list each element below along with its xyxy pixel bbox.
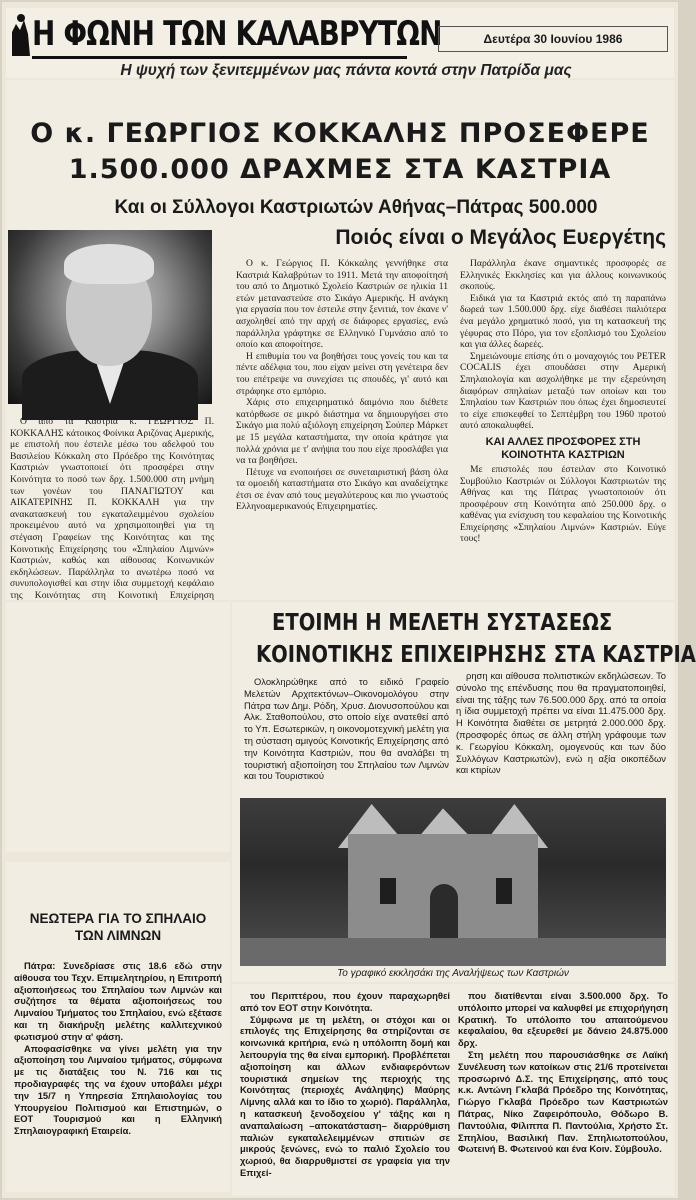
article-column-3 <box>460 258 666 545</box>
paragraph: Ο κ. Γεώργιος Π. Κόκκαλης γεννήθηκε στα Καστριά Καλαβρύτων το 1911. Μετά την αποφοίτησή του από το Δημοτικό Σχολείο Καστριών σε ηλικία 11 ετών μεταναστεύσε στο Σικάγο Αμερικής. Η ανάγκη για εργασία που τον έστειλε στην ξενιτιά, τον έκανε ν' ασχοληθεί από την αρχή σε διάφορες εργασίες, ενώ παράλληλα γράφτηκε σε Ελληνικό Γυμνάσιο από το οποίο και αποφοίτησε. <box>236 258 448 351</box>
article-kokkalis <box>6 80 674 600</box>
article-study-continued <box>232 984 674 1196</box>
article-headline-line1: Ο κ. ΓΕΩΡΓΙΟΣ ΚΟΚΚΑΛΗΣ ΠΡΟΣΕΦΕΡΕ <box>30 118 650 149</box>
masthead <box>6 8 674 78</box>
issue-date: Δευτέρα 30 Ιουνίου 1986 <box>438 26 668 52</box>
column-subheading: ΚΑΙ ΑΛΛΕΣ ΠΡΟΣΦΟΡΕΣ ΣΤΗ ΚΟΙΝΟΤΗΤΑ ΚΑΣΤΡΙΩΝ <box>485 435 641 461</box>
paragraph: Πάτρα: Συνεδρίασε στις 18.6 εδώ στην αίθουσα του Τεχν. Επιμελητηρίου, η Επιτροπή αξιοποιήσεως του Σπηλαίου των Λιμνών και συζήτησε τα θέματα αξιοποιήσεως του Λιμναίου Τμήματος του Σπηλαίου, ενώ εξέτασε και τη διακήρυξη μελέτης καλλιτεχνικού φωτισμού στην α' φάση. <box>14 960 222 1042</box>
article-column-2 <box>456 670 666 776</box>
paragraph: που διατίθενται είναι 3.500.000 δρχ. Το υπόλοιπο μπορεί να καλυφθεί με επιχορήγηση Κρατική. Το υπόλοιπο του απαιτούμενου κεφαλαίου, θα εξευρεθεί με δάνειο 24.875.000 δρχ. <box>458 990 668 1049</box>
newspaper-title: Η ΦΩΝΗ ΤΩΝ ΚΑΛΑΒΡΥΤΩΝ <box>32 14 442 54</box>
article-subhead: Και οι Σύλλογοι Καστριωτών Αθήνας–Πάτρας 500.000 <box>114 197 598 218</box>
paragraph: Ειδικά για τα Καστριά εκτός από τη παραπάνω δωρεά των 1.500.000 δρχ. είχε διαθέσει παλιότερα ένα μεγάλο χρηματικό ποσό, για τη κατασκευή της γέφυρας στο Πόρο, για τον εξοπλισμό του Σχολείου και για άλλες δωρεές. <box>460 292 666 351</box>
article-study <box>232 602 696 982</box>
paragraph: Αποφασίσθηκε να γίνει μελέτη για την αξιοποίηση του Λιμναίου τμήματος, σύμφωνα με τις διατάξεις του Ν. 716 και τις προδιαγραφές της να έχουν υποβάλει μέχρι την 15/7 η Υπηρεσία Σπηλαιολογίας του Υπουργείου Πολιτισμού και Επιστημών, ο ΕΟΤ Τουρισμού και η Ελληνική Σπηλαιογραφική Εταιρεία. <box>14 1042 222 1137</box>
article-headline-line1: ΕΤΟΙΜΗ Η ΜΕΛΕΤΗ ΣΥΣΤΑΣΕΩΣ <box>272 610 613 636</box>
article-body <box>14 960 222 1137</box>
church-photo <box>240 798 666 966</box>
paragraph: Παράλληλα έκανε σημαντικές προσφορές σε Ελληνικές Εκκλησίες και για άλλους κοινωνικούς σκοπούς. <box>460 258 666 293</box>
paragraph: Πέτυχε να ενοποιήσει σε συνεταιριστική βάση όλα τα ομοειδή καταστήματα στο Σικάγο και αναδείχτηκε έτσι σε έναν από τους μεγαλύτερους και πιο γνωστούς Ελληνοαμερικανούς Επιχειρηματίες. <box>236 466 448 513</box>
article-column-1 <box>240 990 450 1179</box>
newspaper-logo-icon <box>8 12 34 58</box>
article-column-2 <box>458 990 668 1155</box>
paragraph: Σημειώνουμε επίσης ότι ο μοναχογιός του PETER COCALIS έχει σπουδάσει στην Αμερική Σπηλαιολογία και ασχολήθηκε με την εξερεύνηση διαφόρων σπηλαίων μεταξύ των οποίων και του Σπηλαίου των Καστριών που όπως έχει δημοσιευτεί το είχε επισκεφθεί το Σεπτέμβρη του 1960 προτού αυτό αποκαλυφθεί. <box>460 350 666 432</box>
paragraph: του Περιπτέρου, που έχουν παραχωρηθεί από τον ΕΟΤ στην Κοινότητα. <box>240 990 450 1013</box>
paragraph: Στη μελέτη που παρουσιάσθηκε σε Λαϊκή Συνέλευση των κατοίκων στις 21/6 προτείνεται προσωρινό Δ.Σ. της Επιχείρησης, από τους κ.κ. Αντώνη Γκλαβά Πρόεδρο της Κοινότητας, Γιώργο Γκλαβά Πρόεδρο των Καστριωτών Πάτρας, Νίκο Ζαφειρόπουλο, Θόδωρο Β. Παντούλια, Φίλιππα Π. Παντούλια, Χρήστο Στ. Σπηλίου, Βασιλική Παν. Σπηλιωτοπούλου, Φωτεινή Β. Φωτεινού και ένα Κοιν. Σύμβουλο. <box>458 1048 668 1155</box>
newspaper-page <box>2 2 696 1198</box>
paragraph: Με επιστολές που έστειλαν στο Κοινοτικό Συμβούλιο Καστριών οι Σύλλογοι Καστριωτών της Αθήνας και της Πάτρας γνωστοποιούν ότι προσφέρουν στη Κοινότητα από 250.000 δρχ. ο καθένας για ενίσχυση του κεφαλαίου της Κοινοτικής Επιχείρησης «Σπηλαίου Λιμνών» Καστριών. Εύγε τους! <box>460 463 666 545</box>
article-column-1 <box>244 676 449 782</box>
slogan: Η ψυχή των ξενιτεμμένων μας πάντα κοντά στην Πατρίδα μας <box>120 62 572 79</box>
paragraph: Ολοκληρώθηκε από το ειδικό Γραφείο Μελετών Αρχιτεκτόνων–Οικονομολόγου στην Πάτρα των Δημ. Ρόδη, Χρυσ. Διονυσοπούλου και Αλκ. Σταθοπούλου, στο οποίο είχε ανατεθεί από το Υπ. Εσωτερικών, η οικονομοτεχνική μελέτη για τη σύσταση αμιγούς Κοινοτικής Επιχείρησης από την Κοινότητα Καστριών, που θα αναλάβει τη τουριστική αξιοποίηση του Σπηλαίου των Λιμνών και του Τουριστικού <box>244 676 449 782</box>
paragraph: Σύμφωνα με τη μελέτη, οι στόχοι και οι επιλογές της Επιχείρησης θα στηρίζονται σε κοινωνικά κριτήρια, ενώ η υπόλοιπη δομή και λειτουργία της θα είναι εμπορική. Προβλέπεται αξιοποίηση και άλλων ενδιαφερόντων τουριστικά σημείων της περιοχής της Κοινότητας (περιοχές Ανάληψης) Μαύρης Λίμνης αλλά και το ίδιο το χωριό). Παράλληλα, η κατασκευή ξενοδοχείου γ' τάξης και η αναπαλαίωση –αποκατάσταση– διαρρύθμιση παλιών εγκαταλελειμμένων σπιτιών σε μικρούς ξενώνες, ενώ το παλιό Σχολείο του χωριού, θα διαρρυθμιστεί σε γραφεία για την Επιχεί- <box>240 1013 450 1178</box>
paragraph: Ο από τα Καστριά κ. ΓΕΩΡΓΙΟΣ Π. ΚΟΚΚΑΛΗΣ κάτοικος Φοίνικα Αριζόνας Αμερικής, με επιστολή που έστειλε μέσω του αδελφού του Βασιλείου Κόκκαλη στο Πρόεδρο της Κοινότητας Καστριών γνωστοποιεί ότι προσφέρει στην Κοινότητα το ποσό των δρχ. 1.500.000 στη μνήμη των γονέων του ΠΑΝΑΓΙΩΤΟΥ και ΑΙΚΑΤΕΡΙΝΗΣ Π. ΚΟΚΚΑΛΗ για την ανακατασκευή του εγκαταλειμμένου σχολείου προκειμένου αυτό να χρησιμοποιηθεί για τη στέγαση Γραφείων της Κοινότητας και της Κοινοτικής Επιχείρησης του «Σπηλαίου Λιμνών» Καστριών, καθώς και αίθουσας Κοινωνικών εκδηλώσεων. Παράλληλα το ανωτέρω ποσό να συνυπολογισθεί και στην ίδια συμμετοχή κεφάλαιο της Κοινότητας στη Κοινοτική Επιχείρηση <box>10 416 214 601</box>
portrait-photo <box>8 230 212 404</box>
article-subhead-benefactor: Ποιός είναι ο Μεγάλος Ευεργέτης <box>335 226 666 249</box>
article-column-2 <box>236 258 448 513</box>
article-cave <box>6 862 230 1192</box>
article-headline-line2: ΚΟΙΝΟΤΙΚΗΣ ΕΠΙΧΕΙΡΗΣΗΣ ΣΤΑ ΚΑΣΤΡΙΑ <box>256 642 696 668</box>
title-underline <box>32 56 407 59</box>
article-headline-line2: 1.500.000 ΔΡΑΧΜΕΣ ΣΤΑ ΚΑΣΤΡΙΑ <box>68 154 612 185</box>
paragraph: Η επιθυμία του να βοηθήσει τους γονείς του και τα πέντε αδέλφια του, που είχαν μείνει στη γενέτειρα δεν του επέτρεψε να συνεχίσει τις σπουδές, γι' αυτό και στράφηκε στο εμπόριο. <box>236 350 448 397</box>
article-headline: ΝΕΩΤΕΡΑ ΓΙΑ ΤΟ ΣΠΗΛΑΙΟ ΤΩΝ ΛΙΜΝΩΝ <box>29 911 207 943</box>
blank-clipping <box>6 602 230 852</box>
paragraph: Χάρις στο επιχειρηματικό δαιμόνιο που διέθετε κατόρθωσε σε μικρό διάστημα να δημιουργήσει στο Σικάγο μια πολύ αξιόλογη επιχείρηση Σούπερ Μάρκετ με 15 μεγάλα καταστήματα, την οποία κράτησε για πολλά χρόνια με τ' ανήψια του που είχε προσλάβει για να τα βοηθήσει. <box>236 397 448 467</box>
photo-caption: Το γραφικό εκκλησάκι της Αναλήψεως των Καστριών <box>337 968 569 979</box>
paragraph: ρηση και αίθουσα πολιτιστικών εκδηλώσεων. Το σύνολο της επένδυσης που θα πραγματοποιηθεί, είναι της τάξης των 76.500.000 δρχ. από τα οποία η ίδια συμμετοχή πρέπει να είναι 11.475.000 δρχ. Η Κοινότητα διαθέτει σε μετρητά 2.000.000 δρχ. (προσφορές όπως σε άλλη στήλη γράφουμε των κ. Γεωργίου Κόκκαλη, ομογενούς και των δύο Συλλόγων Καστριωτών), ενώ η αξία οικοπέδων και κτιρίων <box>456 670 666 776</box>
